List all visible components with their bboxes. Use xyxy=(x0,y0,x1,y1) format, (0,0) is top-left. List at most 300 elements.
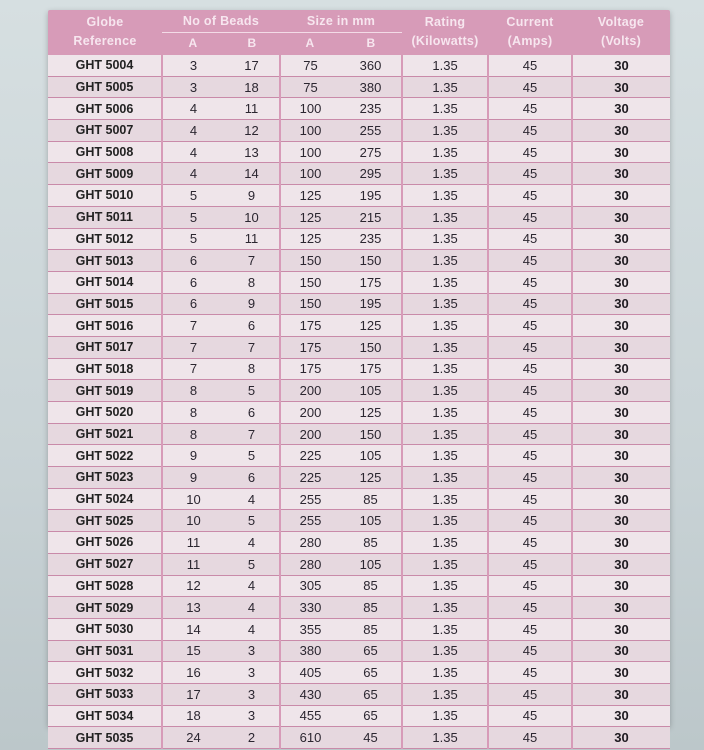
header-no-of-beads: No of Beads xyxy=(162,10,280,33)
voltage-cell: 30 xyxy=(572,575,670,597)
current-cell: 45 xyxy=(488,98,572,120)
current-cell: 45 xyxy=(488,336,572,358)
voltage-cell: 30 xyxy=(572,553,670,575)
rating-cell: 1.35 xyxy=(402,402,488,424)
beads-a-cell: 8 xyxy=(162,402,224,424)
current-cell: 45 xyxy=(488,228,572,250)
voltage-cell: 30 xyxy=(572,98,670,120)
beads-a-cell: 17 xyxy=(162,683,224,705)
table-row xyxy=(48,98,670,120)
size-a-cell: 175 xyxy=(280,358,340,380)
voltage-cell: 30 xyxy=(572,640,670,662)
beads-a-cell: 3 xyxy=(162,76,224,98)
beads-b-cell: 2 xyxy=(224,727,280,749)
size-b-cell: 85 xyxy=(340,532,402,554)
beads-b-cell: 13 xyxy=(224,141,280,163)
voltage-cell: 30 xyxy=(572,380,670,402)
globe-reference-cell: GHT 5009 xyxy=(48,163,162,185)
table-row xyxy=(48,618,670,640)
globe-reference-cell: GHT 5032 xyxy=(48,662,162,684)
current-cell: 45 xyxy=(488,467,572,489)
voltage-cell: 30 xyxy=(572,54,670,76)
rating-cell: 1.35 xyxy=(402,271,488,293)
table-body xyxy=(48,54,670,749)
voltage-cell: 30 xyxy=(572,683,670,705)
voltage-cell: 30 xyxy=(572,250,670,272)
globe-reference-cell: GHT 5028 xyxy=(48,575,162,597)
beads-a-cell: 13 xyxy=(162,597,224,619)
size-b-cell: 150 xyxy=(340,250,402,272)
size-a-cell: 305 xyxy=(280,575,340,597)
rating-cell: 1.35 xyxy=(402,206,488,228)
table-row xyxy=(48,271,670,293)
voltage-cell: 30 xyxy=(572,467,670,489)
beads-b-cell: 8 xyxy=(224,358,280,380)
beads-a-cell: 10 xyxy=(162,488,224,510)
header-size-a: A xyxy=(305,36,315,50)
voltage-cell: 30 xyxy=(572,510,670,532)
size-b-cell: 380 xyxy=(340,76,402,98)
beads-b-cell: 10 xyxy=(224,206,280,228)
size-b-cell: 235 xyxy=(340,98,402,120)
current-cell: 45 xyxy=(488,532,572,554)
voltage-cell: 30 xyxy=(572,206,670,228)
size-a-cell: 175 xyxy=(280,336,340,358)
beads-b-cell: 6 xyxy=(224,315,280,337)
beads-b-cell: 5 xyxy=(224,553,280,575)
globe-reference-cell: GHT 5029 xyxy=(48,597,162,619)
current-cell: 45 xyxy=(488,553,572,575)
table-row xyxy=(48,54,670,76)
current-cell: 45 xyxy=(488,662,572,684)
rating-cell: 1.35 xyxy=(402,683,488,705)
current-cell: 45 xyxy=(488,380,572,402)
current-cell: 45 xyxy=(488,402,572,424)
size-b-cell: 65 xyxy=(340,662,402,684)
current-cell: 45 xyxy=(488,185,572,207)
current-cell: 45 xyxy=(488,206,572,228)
header-current-line2: (Amps) xyxy=(507,33,553,48)
beads-a-cell: 11 xyxy=(162,532,224,554)
table-row xyxy=(48,532,670,554)
globe-reference-cell: GHT 5010 xyxy=(48,185,162,207)
beads-a-cell: 6 xyxy=(162,250,224,272)
beads-a-cell: 4 xyxy=(162,120,224,142)
voltage-cell: 30 xyxy=(572,618,670,640)
beads-b-cell: 4 xyxy=(224,618,280,640)
voltage-cell: 30 xyxy=(572,163,670,185)
beads-a-cell: 4 xyxy=(162,141,224,163)
header-ref-line1: Globe xyxy=(86,14,124,29)
voltage-cell: 30 xyxy=(572,402,670,424)
size-b-cell: 105 xyxy=(340,445,402,467)
rating-cell: 1.35 xyxy=(402,662,488,684)
globe-spec-table xyxy=(48,10,670,749)
beads-b-cell: 8 xyxy=(224,271,280,293)
current-cell: 45 xyxy=(488,163,572,185)
size-a-cell: 200 xyxy=(280,380,340,402)
globe-reference-cell: GHT 5027 xyxy=(48,553,162,575)
voltage-cell: 30 xyxy=(572,76,670,98)
current-cell: 45 xyxy=(488,445,572,467)
globe-reference-cell: GHT 5022 xyxy=(48,445,162,467)
beads-a-cell: 15 xyxy=(162,640,224,662)
rating-cell: 1.35 xyxy=(402,380,488,402)
voltage-cell: 30 xyxy=(572,271,670,293)
table-header xyxy=(48,10,670,54)
voltage-cell: 30 xyxy=(572,141,670,163)
globe-reference-cell: GHT 5024 xyxy=(48,488,162,510)
size-a-cell: 200 xyxy=(280,423,340,445)
globe-reference-cell: GHT 5012 xyxy=(48,228,162,250)
table-row xyxy=(48,640,670,662)
size-a-cell: 280 xyxy=(280,553,340,575)
current-cell: 45 xyxy=(488,618,572,640)
header-rating-line2: (Kilowatts) xyxy=(411,33,479,48)
beads-b-cell: 3 xyxy=(224,683,280,705)
globe-reference-cell: GHT 5031 xyxy=(48,640,162,662)
size-a-cell: 100 xyxy=(280,141,340,163)
table-row xyxy=(48,250,670,272)
globe-reference-cell: GHT 5025 xyxy=(48,510,162,532)
rating-cell: 1.35 xyxy=(402,54,488,76)
table-row xyxy=(48,467,670,489)
table-row xyxy=(48,423,670,445)
size-a-cell: 100 xyxy=(280,120,340,142)
table-row xyxy=(48,683,670,705)
table-row xyxy=(48,293,670,315)
rating-cell: 1.35 xyxy=(402,467,488,489)
voltage-cell: 30 xyxy=(572,228,670,250)
rating-cell: 1.35 xyxy=(402,185,488,207)
beads-a-cell: 9 xyxy=(162,467,224,489)
size-a-cell: 150 xyxy=(280,293,340,315)
table-row xyxy=(48,76,670,98)
rating-cell: 1.35 xyxy=(402,423,488,445)
size-b-cell: 125 xyxy=(340,402,402,424)
beads-b-cell: 4 xyxy=(224,532,280,554)
size-b-cell: 85 xyxy=(340,488,402,510)
size-a-cell: 610 xyxy=(280,727,340,749)
beads-a-cell: 7 xyxy=(162,358,224,380)
size-a-cell: 75 xyxy=(280,76,340,98)
header-size-in-mm: Size in mm xyxy=(280,10,402,33)
beads-a-cell: 18 xyxy=(162,705,224,727)
globe-reference-cell: GHT 5005 xyxy=(48,76,162,98)
beads-b-cell: 11 xyxy=(224,228,280,250)
current-cell: 45 xyxy=(488,250,572,272)
globe-reference-cell: GHT 5004 xyxy=(48,54,162,76)
rating-cell: 1.35 xyxy=(402,163,488,185)
current-cell: 45 xyxy=(488,141,572,163)
size-b-cell: 45 xyxy=(340,727,402,749)
beads-a-cell: 14 xyxy=(162,618,224,640)
globe-reference-cell: GHT 5026 xyxy=(48,532,162,554)
size-b-cell: 195 xyxy=(340,185,402,207)
rating-cell: 1.35 xyxy=(402,120,488,142)
table-row xyxy=(48,662,670,684)
beads-b-cell: 5 xyxy=(224,445,280,467)
header-current xyxy=(488,10,572,54)
rating-cell: 1.35 xyxy=(402,315,488,337)
beads-b-cell: 5 xyxy=(224,510,280,532)
globe-reference-cell: GHT 5033 xyxy=(48,683,162,705)
size-a-cell: 430 xyxy=(280,683,340,705)
voltage-cell: 30 xyxy=(572,315,670,337)
globe-reference-cell: GHT 5014 xyxy=(48,271,162,293)
header-rating xyxy=(402,10,488,54)
globe-reference-cell: GHT 5011 xyxy=(48,206,162,228)
rating-cell: 1.35 xyxy=(402,445,488,467)
table-row xyxy=(48,163,670,185)
globe-reference-cell: GHT 5006 xyxy=(48,98,162,120)
rating-cell: 1.35 xyxy=(402,597,488,619)
current-cell: 45 xyxy=(488,727,572,749)
table-row xyxy=(48,575,670,597)
current-cell: 45 xyxy=(488,76,572,98)
voltage-cell: 30 xyxy=(572,597,670,619)
table-row xyxy=(48,120,670,142)
rating-cell: 1.35 xyxy=(402,488,488,510)
table-row xyxy=(48,358,670,380)
current-cell: 45 xyxy=(488,488,572,510)
rating-cell: 1.35 xyxy=(402,575,488,597)
table-row xyxy=(48,380,670,402)
rating-cell: 1.35 xyxy=(402,336,488,358)
beads-a-cell: 6 xyxy=(162,271,224,293)
rating-cell: 1.35 xyxy=(402,640,488,662)
beads-b-cell: 9 xyxy=(224,293,280,315)
globe-reference-cell: GHT 5007 xyxy=(48,120,162,142)
beads-a-cell: 8 xyxy=(162,423,224,445)
voltage-cell: 30 xyxy=(572,185,670,207)
current-cell: 45 xyxy=(488,423,572,445)
globe-reference-cell: GHT 5034 xyxy=(48,705,162,727)
size-b-cell: 105 xyxy=(340,380,402,402)
globe-reference-cell: GHT 5015 xyxy=(48,293,162,315)
size-b-cell: 85 xyxy=(340,597,402,619)
beads-a-cell: 8 xyxy=(162,380,224,402)
header-ref-line2: Reference xyxy=(73,33,137,48)
size-a-cell: 125 xyxy=(280,206,340,228)
current-cell: 45 xyxy=(488,575,572,597)
beads-b-cell: 14 xyxy=(224,163,280,185)
header-voltage-line1: Voltage xyxy=(597,14,645,29)
voltage-cell: 30 xyxy=(572,727,670,749)
beads-a-cell: 24 xyxy=(162,727,224,749)
beads-b-cell: 3 xyxy=(224,662,280,684)
globe-reference-cell: GHT 5008 xyxy=(48,141,162,163)
beads-a-cell: 4 xyxy=(162,98,224,120)
size-b-cell: 175 xyxy=(340,358,402,380)
rating-cell: 1.35 xyxy=(402,76,488,98)
beads-b-cell: 11 xyxy=(224,98,280,120)
beads-a-cell: 3 xyxy=(162,54,224,76)
table-row xyxy=(48,336,670,358)
current-cell: 45 xyxy=(488,293,572,315)
size-a-cell: 175 xyxy=(280,315,340,337)
rating-cell: 1.35 xyxy=(402,293,488,315)
beads-b-cell: 4 xyxy=(224,597,280,619)
size-b-cell: 85 xyxy=(340,618,402,640)
size-a-cell: 330 xyxy=(280,597,340,619)
voltage-cell: 30 xyxy=(572,488,670,510)
header-current-line1: Current xyxy=(506,14,554,29)
table-row xyxy=(48,185,670,207)
table-row xyxy=(48,727,670,749)
size-a-cell: 255 xyxy=(280,510,340,532)
beads-b-cell: 17 xyxy=(224,54,280,76)
voltage-cell: 30 xyxy=(572,662,670,684)
spec-sheet xyxy=(48,10,670,746)
table-row xyxy=(48,141,670,163)
beads-a-cell: 4 xyxy=(162,163,224,185)
voltage-cell: 30 xyxy=(572,705,670,727)
current-cell: 45 xyxy=(488,640,572,662)
size-b-cell: 65 xyxy=(340,705,402,727)
size-b-cell: 150 xyxy=(340,336,402,358)
rating-cell: 1.35 xyxy=(402,358,488,380)
beads-b-cell: 4 xyxy=(224,488,280,510)
beads-a-cell: 11 xyxy=(162,553,224,575)
globe-reference-cell: GHT 5035 xyxy=(48,727,162,749)
voltage-cell: 30 xyxy=(572,120,670,142)
table-row xyxy=(48,553,670,575)
current-cell: 45 xyxy=(488,315,572,337)
rating-cell: 1.35 xyxy=(402,553,488,575)
beads-a-cell: 16 xyxy=(162,662,224,684)
beads-a-cell: 6 xyxy=(162,293,224,315)
globe-reference-cell: GHT 5030 xyxy=(48,618,162,640)
beads-a-cell: 10 xyxy=(162,510,224,532)
size-a-cell: 75 xyxy=(280,54,340,76)
beads-b-cell: 4 xyxy=(224,575,280,597)
beads-a-cell: 7 xyxy=(162,336,224,358)
size-a-cell: 200 xyxy=(280,402,340,424)
table-row xyxy=(48,597,670,619)
size-b-cell: 65 xyxy=(340,640,402,662)
size-a-cell: 150 xyxy=(280,271,340,293)
current-cell: 45 xyxy=(488,705,572,727)
table-row xyxy=(48,705,670,727)
beads-b-cell: 7 xyxy=(224,423,280,445)
size-a-cell: 125 xyxy=(280,185,340,207)
beads-b-cell: 12 xyxy=(224,120,280,142)
current-cell: 45 xyxy=(488,54,572,76)
beads-b-cell: 3 xyxy=(224,705,280,727)
size-b-cell: 125 xyxy=(340,467,402,489)
size-a-cell: 255 xyxy=(280,488,340,510)
globe-reference-cell: GHT 5013 xyxy=(48,250,162,272)
voltage-cell: 30 xyxy=(572,532,670,554)
globe-reference-cell: GHT 5021 xyxy=(48,423,162,445)
header-globe-reference xyxy=(48,10,162,54)
rating-cell: 1.35 xyxy=(402,510,488,532)
size-a-cell: 225 xyxy=(280,467,340,489)
size-b-cell: 175 xyxy=(340,271,402,293)
size-b-cell: 85 xyxy=(340,575,402,597)
beads-a-cell: 9 xyxy=(162,445,224,467)
beads-b-cell: 5 xyxy=(224,380,280,402)
header-voltage-line2: (Volts) xyxy=(601,33,642,48)
beads-b-cell: 7 xyxy=(224,250,280,272)
rating-cell: 1.35 xyxy=(402,98,488,120)
beads-a-cell: 5 xyxy=(162,206,224,228)
rating-cell: 1.35 xyxy=(402,705,488,727)
rating-cell: 1.35 xyxy=(402,228,488,250)
table-row xyxy=(48,402,670,424)
size-b-cell: 235 xyxy=(340,228,402,250)
header-size-b: B xyxy=(366,36,376,50)
beads-a-cell: 12 xyxy=(162,575,224,597)
size-a-cell: 150 xyxy=(280,250,340,272)
globe-reference-cell: GHT 5019 xyxy=(48,380,162,402)
beads-b-cell: 6 xyxy=(224,467,280,489)
table-row xyxy=(48,228,670,250)
size-a-cell: 405 xyxy=(280,662,340,684)
table-row xyxy=(48,315,670,337)
rating-cell: 1.35 xyxy=(402,141,488,163)
size-b-cell: 195 xyxy=(340,293,402,315)
voltage-cell: 30 xyxy=(572,445,670,467)
current-cell: 45 xyxy=(488,597,572,619)
size-b-cell: 360 xyxy=(340,54,402,76)
current-cell: 45 xyxy=(488,358,572,380)
rating-cell: 1.35 xyxy=(402,532,488,554)
voltage-cell: 30 xyxy=(572,293,670,315)
table-row xyxy=(48,488,670,510)
size-a-cell: 100 xyxy=(280,163,340,185)
beads-b-cell: 3 xyxy=(224,640,280,662)
globe-reference-cell: GHT 5017 xyxy=(48,336,162,358)
beads-a-cell: 5 xyxy=(162,185,224,207)
table-row xyxy=(48,206,670,228)
size-b-cell: 150 xyxy=(340,423,402,445)
current-cell: 45 xyxy=(488,510,572,532)
globe-reference-cell: GHT 5023 xyxy=(48,467,162,489)
current-cell: 45 xyxy=(488,271,572,293)
rating-cell: 1.35 xyxy=(402,727,488,749)
globe-reference-cell: GHT 5020 xyxy=(48,402,162,424)
beads-a-cell: 5 xyxy=(162,228,224,250)
size-a-cell: 355 xyxy=(280,618,340,640)
header-voltage xyxy=(572,10,670,54)
beads-b-cell: 18 xyxy=(224,76,280,98)
size-b-cell: 275 xyxy=(340,141,402,163)
size-a-cell: 380 xyxy=(280,640,340,662)
size-b-cell: 215 xyxy=(340,206,402,228)
beads-b-cell: 9 xyxy=(224,185,280,207)
rating-cell: 1.35 xyxy=(402,250,488,272)
beads-a-cell: 7 xyxy=(162,315,224,337)
size-b-cell: 255 xyxy=(340,120,402,142)
size-b-cell: 295 xyxy=(340,163,402,185)
size-a-cell: 455 xyxy=(280,705,340,727)
rating-cell: 1.35 xyxy=(402,618,488,640)
header-beads-a: A xyxy=(188,36,198,50)
size-a-cell: 225 xyxy=(280,445,340,467)
voltage-cell: 30 xyxy=(572,423,670,445)
size-b-cell: 105 xyxy=(340,553,402,575)
table-row xyxy=(48,445,670,467)
voltage-cell: 30 xyxy=(572,358,670,380)
size-a-cell: 280 xyxy=(280,532,340,554)
current-cell: 45 xyxy=(488,120,572,142)
voltage-cell: 30 xyxy=(572,336,670,358)
table-row xyxy=(48,510,670,532)
globe-reference-cell: GHT 5018 xyxy=(48,358,162,380)
beads-b-cell: 7 xyxy=(224,336,280,358)
